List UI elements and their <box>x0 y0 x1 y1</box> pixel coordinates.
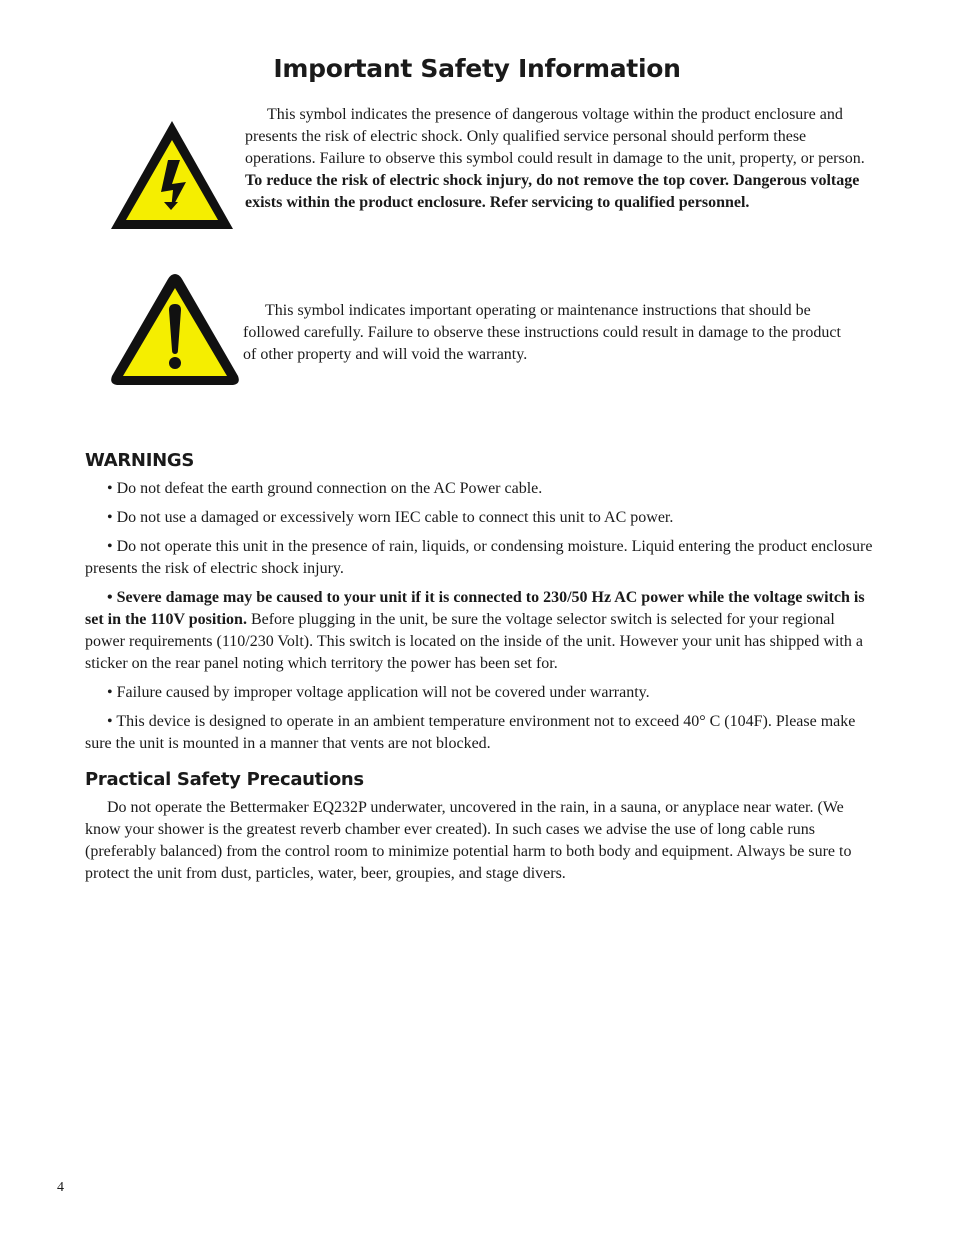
electric-shock-warning-bold: To reduce the risk of electric shock injury, do not remove the top cover. Dangerous voltage exists within the product enclosure. Refer servicing to qualified personnel. <box>245 172 860 211</box>
electric-shock-description <box>245 104 867 214</box>
precautions-text: Do not operate the Bettermaker EQ232P underwater, uncovered in the rain, in a sauna, or anyplace near water. (We know your shower is the greatest reverb chamber ever created). In such cases we advise the use of long cable runs (preferably balanced) from the control room to minimize potential harm to both body and equipment. Always be sure to protect the unit from dust, particles, water, beer, groupies, and stage divers. <box>85 799 852 882</box>
caution-description: This symbol indicates important operating or maintenance instructions that should be followed carefully. Failure to observe these instructions could result in damage to the product of other property and will void the warranty. <box>243 302 841 363</box>
warning-item: • Do not operate this unit in the presence of rain, liquids, or condensing moisture. Liquid entering the product enclosure presents the risk of electric shock injury. <box>85 538 873 577</box>
warning-item: • Failure caused by improper voltage application will not be covered under warranty. <box>107 684 650 701</box>
electric-shock-symbol-block <box>108 104 878 244</box>
caution-symbol-block <box>108 270 878 390</box>
warning-item: • This device is designed to operate in an ambient temperature environment not to exceed 40° C (104F). Please make sure the unit is mounted in a manner that vents are not blocked. <box>85 713 856 752</box>
electric-shock-warning-icon <box>108 118 236 232</box>
electric-shock-description-text: This symbol indicates the presence of dangerous voltage within the product enclosure and presents the risk of electric shock. Only qualified service personal should perform these operations. Failure to observe this symbol could result in damage to the unit, property, or person. <box>245 106 865 167</box>
page-title: Important Safety Information <box>273 54 681 83</box>
warnings-heading: WARNINGS <box>85 450 195 471</box>
page-number: 4 <box>57 1180 64 1195</box>
warning-item: • Do not use a damaged or excessively worn IEC cable to connect this unit to AC power. <box>107 509 674 526</box>
warning-item: • Do not defeat the earth ground connection on the AC Power cable. <box>107 480 543 497</box>
voltage-warning-bold: • Severe damage may be caused to your unit if it is connected to 230/50 Hz AC power while the voltage switch is set in the 110V position. <box>85 589 865 628</box>
voltage-warning-text: Before plugging in the unit, be sure the voltage selector switch is selected for your regional power requirements (110/230 Volt). This switch is located on the inside of the unit. However your unit has shipped with a sticker on the rear panel noting which territory the power has been set for. <box>85 611 863 672</box>
main-content <box>85 446 873 892</box>
precautions-heading: Practical Safety Precautions <box>85 769 364 790</box>
voltage-warning-item <box>85 587 873 675</box>
caution-exclamation-icon <box>108 270 242 388</box>
